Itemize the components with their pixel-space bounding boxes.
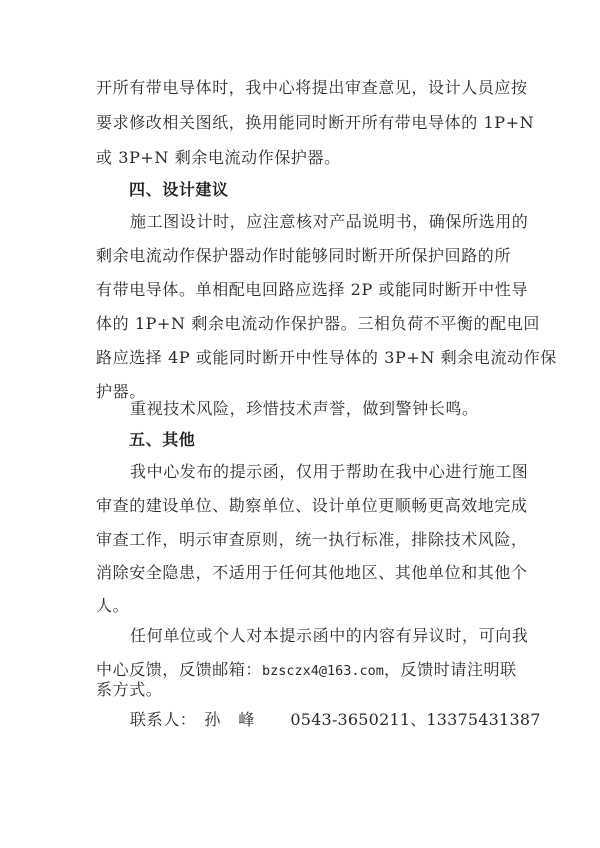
feedback-email: bzsczx4@163.com (262, 663, 384, 679)
paragraph-line: 体的 1P+N 剩余电流动作保护器。三相负荷不平衡的配电回 (96, 314, 540, 333)
paragraph-line: 审查工作，明示审查原则，统一执行标准，排除技术风险， (96, 530, 528, 549)
paragraph-line: 剩余电流动作保护器动作时能够同时断开所保护回路的所 (96, 246, 512, 265)
paragraph-line: 施工图设计时，应注意核对产品说明书，确保所选用的 (130, 212, 529, 231)
contact-label: 联系人： (130, 710, 197, 729)
paragraph-line: 人。 (96, 596, 130, 615)
paragraph-line: 重视技术风险，珍惜技术声誉，做到警钟长鸣。 (130, 399, 479, 418)
paragraph-line: 开所有带电导体时，我中心将提出审查意见，设计人员应按 (96, 78, 528, 97)
paragraph-text: 中心反馈，反馈邮箱： (96, 660, 263, 679)
contact-phones: 0543-3650211、13375431387 (290, 710, 541, 729)
paragraph-line (96, 660, 517, 681)
paragraph-text: ，反馈时请注明联 (383, 660, 517, 679)
paragraph-line: 有带电导体。单相配电回路应选择 2P 或能同时断开中性导 (96, 280, 528, 299)
paragraph-line: 消除安全隐患，不适用于任何其他地区、其他单位和其他个 (96, 563, 528, 582)
paragraph-line: 要求修改相关图纸，换用能同时断开所有带电导体的 1P+N (96, 113, 535, 132)
paragraph-line: 我中心发布的提示函，仅用于帮助在我中心进行施工图 (130, 462, 529, 481)
paragraph-line: 系方式。 (96, 680, 163, 699)
section-heading-other: 五、其他 (129, 430, 196, 449)
paragraph-line: 审查的建设单位、勘察单位、设计单位更顺畅更高效地完成 (96, 496, 528, 515)
contact-name: 孙峰 (204, 710, 273, 729)
paragraph-line: 护器。 (96, 382, 146, 401)
section-heading-design-suggestion: 四、设计建议 (129, 180, 229, 199)
paragraph-line: 或 3P+N 剩余电流动作保护器。 (96, 148, 341, 167)
paragraph-line: 任何单位或个人对本提示函中的内容有异议时，可向我 (130, 626, 529, 645)
contact-line (130, 710, 541, 730)
paragraph-line: 路应选择 4P 或能同时断开中性导体的 3P+N 剩余电流动作保 (96, 348, 557, 367)
